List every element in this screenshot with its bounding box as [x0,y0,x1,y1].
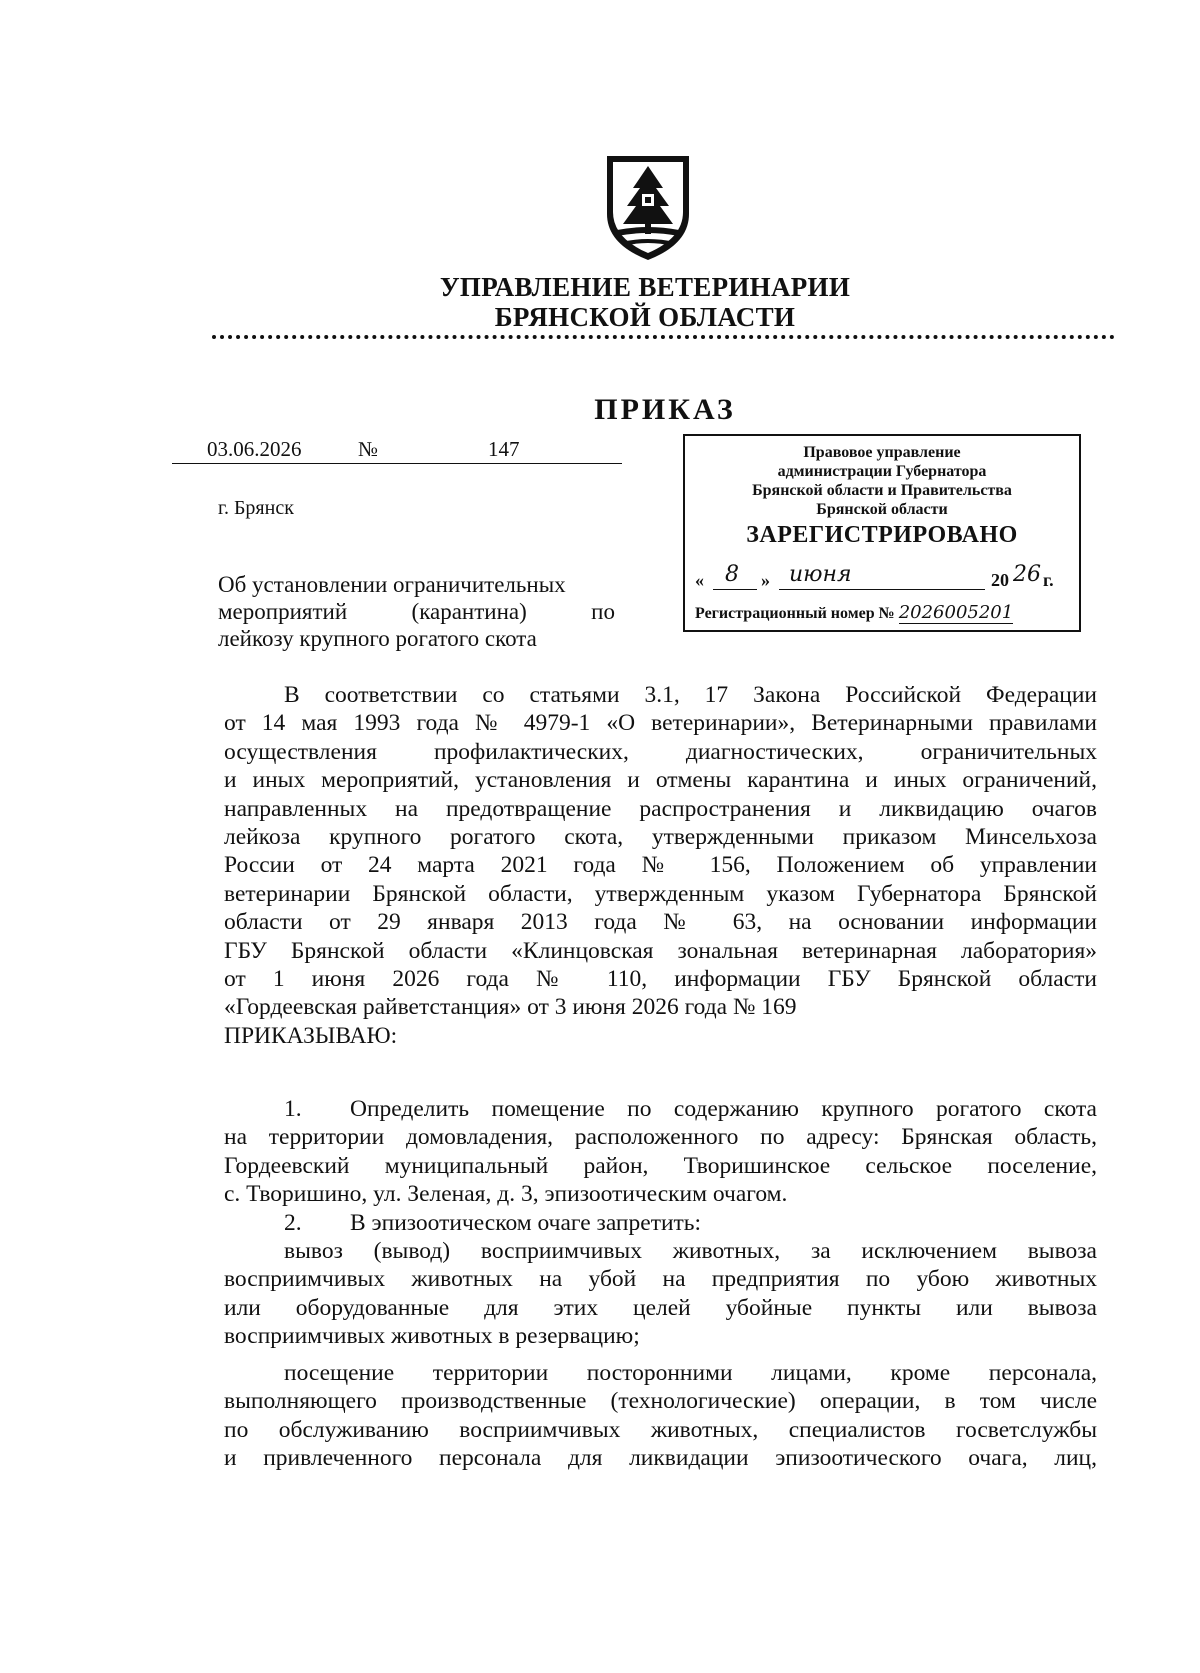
text-line: осуществления профилактических, диагностических, ограничительных [224,738,1097,765]
item-number: 2. [284,1209,302,1236]
order-subject [218,571,615,652]
text-line: ветеринарии Брянской области, утвержденным указом Губернатора Брянской [224,880,1097,907]
text-line: и иных мероприятий, установления и отмены карантина и иных ограничений, [224,767,1097,794]
subject-line3: лейкозу крупного рогатого скота [218,626,537,651]
text-line: направленных на предотвращение распространения и ликвидацию очагов [224,795,1097,822]
order-date: 03.06.2026 [207,437,302,461]
text-line [224,1209,1097,1237]
stamp-header-line: Правовое управление [803,444,961,461]
item-text: В эпизоотическом очаге запретить: [350,1209,702,1236]
prohibition-paragraph-b [224,1359,1097,1473]
stamp-day-underline [713,589,757,590]
text-line: восприимчивых животных в резервацию; [224,1323,640,1350]
order-item-1 [224,1095,1097,1237]
stamp-year-prefix: 20 [991,570,1009,590]
city: г. Брянск [218,497,294,519]
org-name-line2: БРЯНСКОЙ ОБЛАСТИ [494,302,796,332]
subject-word: мероприятий [218,599,348,624]
stamp-header [685,443,1079,519]
org-name-line1: УПРАВЛЕНИЕ ВЕТЕРИНАРИИ [439,272,851,302]
coat-of-arms-icon [603,152,693,264]
text-line: с. Творишино, ул. Зеленая, д. 3, эпизоотическим очагом. [224,1181,788,1208]
stamp-quote-close: » [761,570,770,590]
stamp-year-suffix: 26 [1013,562,1041,587]
text-line [224,1095,1097,1123]
text-line: восприимчивых животных на убой на предприятия по убою животных [224,1266,1097,1293]
text-line: по обслуживанию восприимчивых животных, специалистов госветслужбы [224,1416,1097,1443]
text-line: на территории домовладения, расположенного по адресу: Брянская область, [224,1124,1097,1151]
stamp-reg-label: Регистрационный номер № [695,605,895,622]
stamp-month-underline [779,589,985,590]
text-line: и привлеченного персонала для ликвидации эпизоотического очага, лиц, [224,1445,1097,1472]
document-type-title: ПРИКАЗ [594,393,736,426]
stamp-year-mark: г. [1043,570,1054,590]
stamp-day: 8 [725,562,739,587]
order-word: ПРИКАЗЫВАЮ: [224,1022,398,1049]
text-line: лейкоза крупного рогатого скота, утвержденными приказом Минсельхоза [224,824,1097,851]
stamp-header-line: администрации Губернатора [777,463,987,480]
item-number: 1. [284,1096,302,1122]
subject-word: по [591,599,615,624]
text-line: посещение территории посторонними лицами, кроме персонала, [284,1360,1097,1386]
stamp-quote-open: « [695,570,704,590]
text-line: от 1 июня 2026 года № 110, информации ГБУ Брянской области [224,966,1097,993]
stamp-date [695,562,1070,594]
text-line: «Гордеевская райветстанция» от 3 июня 2026 года № 169 [224,994,797,1021]
item-text: Определить помещение по содержанию крупного рогатого скота [350,1096,1097,1122]
number-label: № [358,437,379,461]
header-dotted-divider [212,335,1115,339]
stamp-registered-label: ЗАРЕГИСТРИРОВАНО [746,522,1018,548]
text-line: Гордеевский муниципальный район, Творишинское сельское поселение, [224,1152,1097,1179]
text-line: вывоз (вывод) восприимчивых животных, за исключением вывоза [284,1238,1097,1264]
text-line: области от 29 января 2013 года № 63, на основании информации [224,909,1097,936]
text-line: России от 24 марта 2021 года № 156, Положением об управлении [224,852,1097,879]
coat-of-arms-emblem [603,152,693,264]
order-number: 147 [488,437,520,461]
stamp-reg-number-row [695,602,1075,623]
registration-stamp [683,434,1081,632]
prohibition-paragraph-a [224,1237,1097,1351]
stamp-reg-number: 2026005201 [898,602,1014,623]
text-line: от 14 мая 1993 года № 4979-1 «О ветеринарии», Ветеринарными правилами [224,710,1097,737]
text-line: выполняющего производственные (технологические) операции, в том числе [224,1388,1097,1415]
text-line: или оборудованные для этих целей убойные пункты или вывоза [224,1294,1097,1321]
stamp-header-line: Брянской области [816,501,948,518]
date-number-line [172,437,622,464]
preamble-paragraph [224,681,1097,1050]
text-line: ГБУ Брянской области «Клинцовская зональная ветеринарная лаборатория» [224,937,1097,964]
stamp-month: июня [789,562,852,587]
subject-word: (карантина) [411,599,527,624]
stamp-header-line: Брянской области и Правительства [752,482,1012,499]
subject-line1: Об установлении ограничительных [218,572,566,597]
subject-line2 [218,598,615,625]
text-line: В соответствии со статьями 3.1, 17 Закона Российской Федерации [284,682,1097,708]
